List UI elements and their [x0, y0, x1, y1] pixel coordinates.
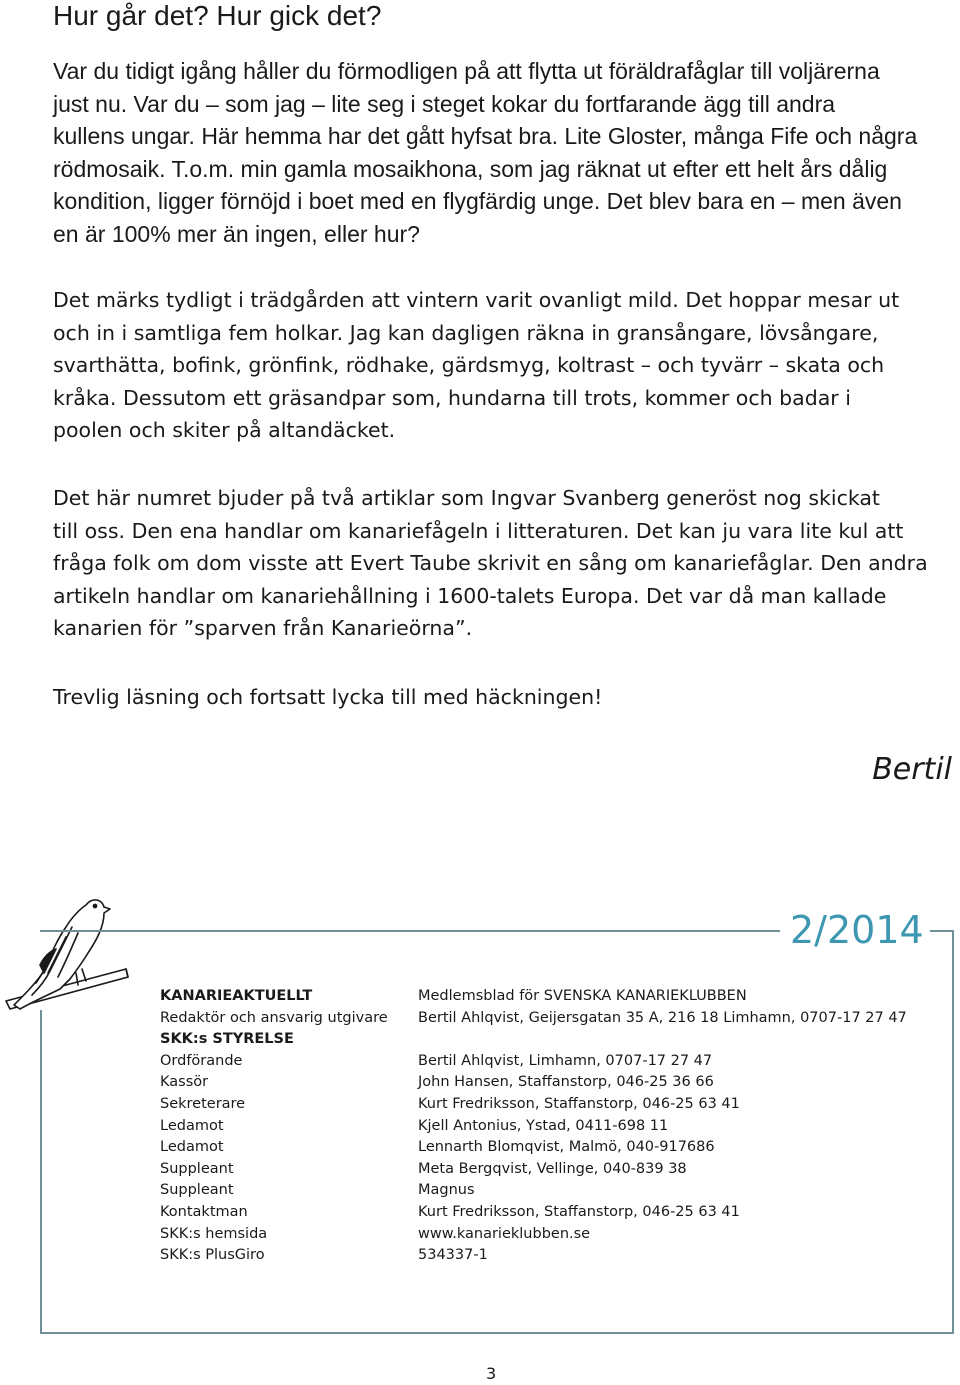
info-row — [160, 1029, 907, 1051]
signature: Bertil — [872, 752, 952, 787]
paragraph-line: poolen och skiter på altandäcket. — [53, 418, 396, 442]
info-value: Magnus — [418, 1182, 475, 1199]
info-label: Suppleant — [160, 1182, 234, 1199]
info-row — [160, 1051, 907, 1073]
canary-bird-illustration — [0, 893, 140, 1023]
paragraph-1 — [53, 55, 918, 250]
info-label: Kassör — [160, 1074, 209, 1091]
paragraph-line: Trevlig läsning och fortsatt lycka till med häckningen! — [53, 685, 603, 709]
paragraph-line: Det här numret bjuder på två artiklar som Ingvar Svanberg generöst nog skickat — [53, 486, 880, 510]
info-value: John Hansen, Staffanstorp, 046-25 36 66 — [418, 1074, 714, 1091]
info-row — [160, 1224, 907, 1246]
info-label: SKK:s STYRELSE — [160, 1031, 294, 1048]
info-row — [160, 1008, 907, 1030]
info-label: Ledamot — [160, 1139, 224, 1156]
paragraph-3 — [53, 482, 928, 645]
info-label: KANARIEAKTUELLT — [160, 988, 313, 1004]
info-label: Ledamot — [160, 1117, 224, 1134]
box-left-line — [40, 1010, 42, 1334]
paragraph-line: kråka. Dessutom ett gräsandpar som, hundarna till trots, kommer och badar i — [53, 385, 851, 410]
paragraph-line: till oss. Den ena handlar om kanariefågeln i litteraturen. Det kan ju vara lite kul att — [53, 518, 904, 543]
info-label: Kontaktman — [160, 1203, 248, 1220]
info-value: Medlemsblad för SVENSKA KANARIEKLUBBEN — [418, 988, 747, 1004]
info-value: Kurt Fredriksson, Staffanstorp, 046-25 63 41 — [418, 1095, 740, 1112]
info-row — [160, 1159, 907, 1181]
info-value: Lennarth Blomqvist, Malmö, 040-917686 — [418, 1139, 715, 1156]
info-row — [160, 1245, 907, 1267]
info-row — [160, 1094, 907, 1116]
paragraph-line: en är 100% mer än ingen, eller hur? — [53, 220, 420, 247]
masthead-info-table — [160, 986, 907, 1267]
paragraph-line: kullens ungar. Här hemma har det gått hyfsat bra. Lite Gloster, många Fife och några — [53, 123, 918, 149]
info-value[interactable]: www.kanarieklubben.se — [418, 1225, 591, 1242]
info-row — [160, 1137, 907, 1159]
info-label: Redaktör och ansvarig utgivare — [160, 1009, 388, 1026]
paragraph-line: Var du tidigt igång håller du förmodligen på att flytta ut föräldrafåglar till voljärerna — [53, 58, 880, 84]
info-value: Bertil Ahlqvist, Geijersgatan 35 A, 216 18 Limhamn, 0707-17 27 47 — [418, 1009, 907, 1026]
info-row — [160, 1072, 907, 1094]
paragraph-line: artikeln handlar om kanariehållning i 1600-talets Europa. Det var då man kallade — [53, 583, 887, 608]
paragraph-line: fråga folk om dom visste att Evert Taube skrivit en sång om kanariefåglar. Den andra — [53, 551, 928, 575]
paragraph-line: svarthätta, bofink, grönfink, rödhake, gärdsmyg, koltrast – och tyvärr – skata och — [53, 353, 885, 377]
paragraph-line: kondition, ligger förnöjd i boet med en flygfärdig unge. Det blev bara en – men även — [53, 188, 902, 214]
box-top-line-left — [40, 930, 780, 932]
info-value: Bertil Ahlqvist, Limhamn, 0707-17 27 47 — [418, 1052, 713, 1069]
info-row — [160, 1116, 907, 1138]
paragraph-4 — [53, 681, 913, 714]
info-value: Kjell Antonius, Ystad, 0411-698 11 — [418, 1117, 669, 1134]
box-top-line-right — [930, 930, 954, 932]
info-row — [160, 1202, 907, 1224]
info-value: Meta Bergqvist, Vellinge, 040-839 38 — [418, 1160, 687, 1177]
page-number: 3 — [486, 1364, 497, 1383]
info-label: Sekreterare — [160, 1095, 246, 1112]
paragraph-line: Det märks tydligt i trädgården att vintern varit ovanligt mild. Det hoppar mesar ut — [53, 288, 900, 312]
info-label: Ordförande — [160, 1052, 243, 1069]
paragraph-line: just nu. Var du – som jag – lite seg i steget kokar du fortfarande ägg till andra — [53, 90, 836, 117]
paragraph-line: kanarien för ”sparven från Kanarieörna”. — [53, 616, 473, 640]
paragraph-line: rödmosaik. T.o.m. min gamla mosaikhona, som jag räknat ut efter ett helt års dålig — [53, 155, 888, 182]
info-label: Suppleant — [160, 1160, 234, 1177]
paragraph-line: och in i samtliga fem holkar. Jag kan dagligen räkna in gransångare, lövsångare, — [53, 320, 879, 345]
info-label: SKK:s hemsida — [160, 1225, 268, 1242]
box-bottom-line — [40, 1332, 954, 1334]
issue-number: 2/2014 — [790, 908, 924, 952]
info-value: 534337-1 — [418, 1247, 488, 1264]
info-row — [160, 986, 907, 1008]
paragraph-2 — [53, 284, 913, 447]
box-right-line — [952, 930, 954, 1334]
info-value: Kurt Fredriksson, Staffanstorp, 046-25 63 41 — [418, 1203, 740, 1220]
info-label: SKK:s PlusGiro — [160, 1247, 265, 1264]
page-heading: Hur går det? Hur gick det? — [53, 0, 382, 31]
info-row — [160, 1180, 907, 1202]
